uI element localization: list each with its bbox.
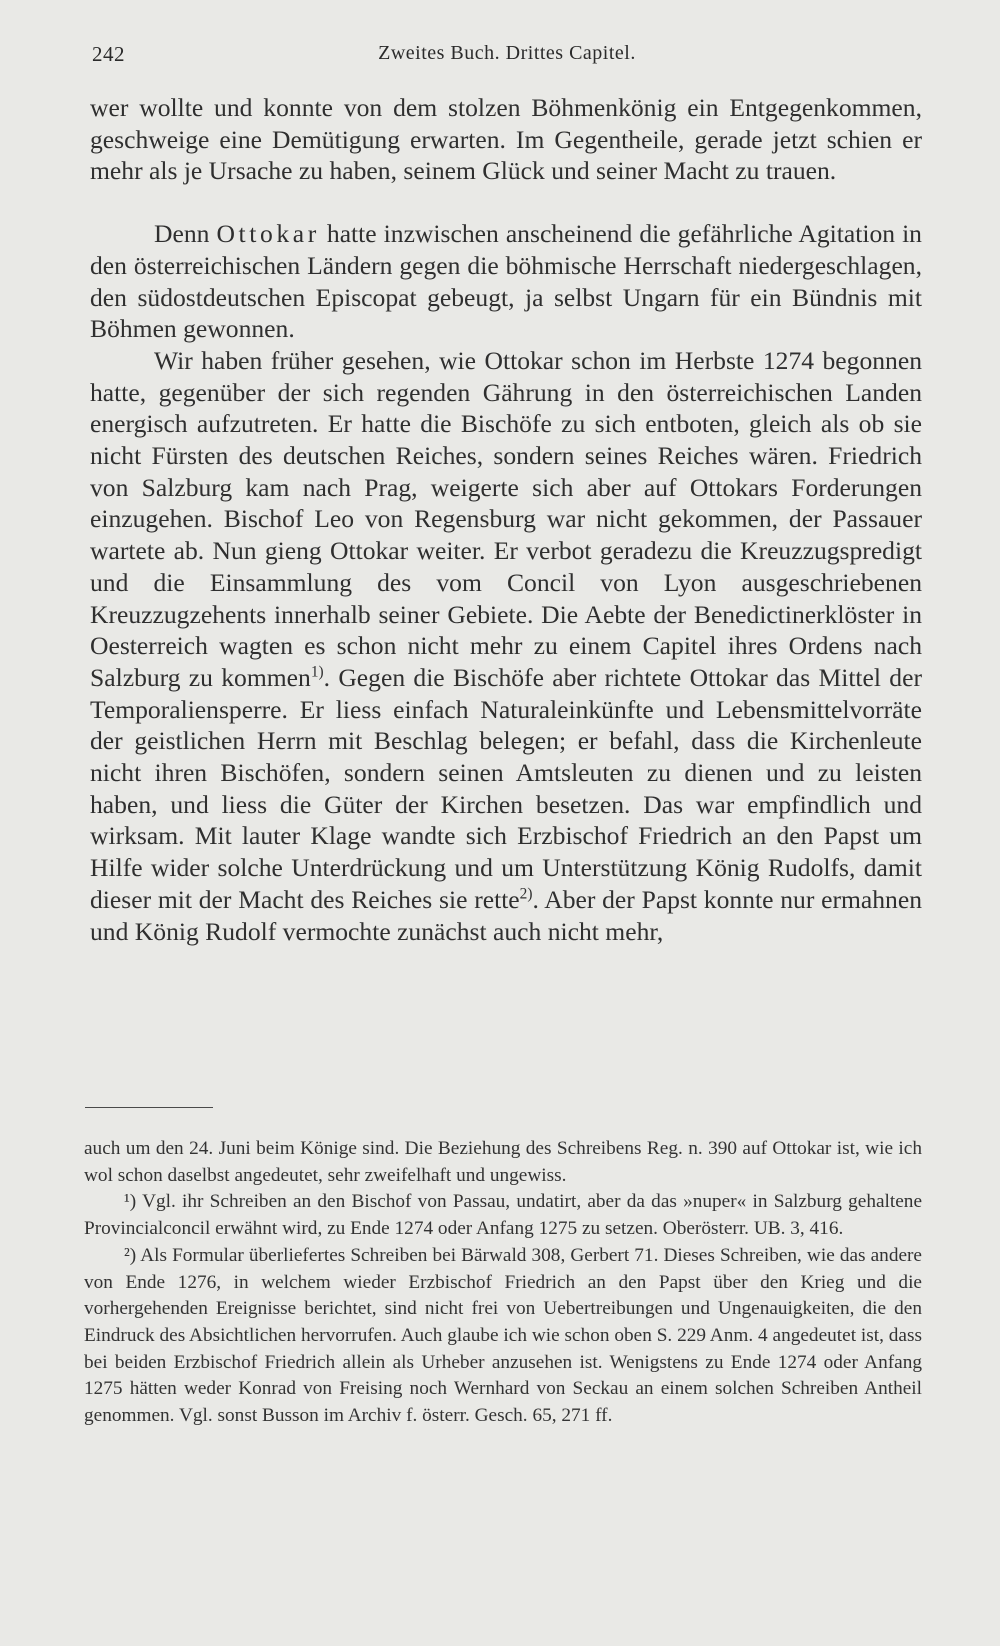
page-header — [92, 42, 922, 72]
footnote-ref-1: 1) — [310, 663, 324, 681]
footnote-ref-2: 2) — [519, 885, 533, 903]
paragraph-part-a: Wir haben früher gesehen, wie Ottokar schon im Herbste 1274 begonnen hatte, gegenüber der sich regenden Gährung in den österreichischen Landen energisch aufzutreten. Er hatte die Bischöfe zu sich entboten, gleich als ob sie nicht Fürsten des deutschen Reiches, sondern seines Reiches wären. Friedrich von Salzburg kam nach Prag, weigerte sich aber auf Ottokars Forderungen einzugehen. Bischof Leo von Regensburg war nicht gekommen, der Passauer wartete ab. Nun gieng Ottokar weiter. Er verbot geradezu die Kreuzzugspredigt und die Einsammlung des vom Concil von Lyon ausgeschriebenen Kreuzzugzehents innerhalb seiner Gebiete. Die Aebte der Benedictinerklöster in Oesterreich wagten es schon nicht mehr zu einem Capitel ihres Ordens nach Salzburg zu kommen — [90, 345, 922, 692]
running-head: Zweites Buch. Drittes Capitel. — [378, 42, 636, 64]
paragraph-rest: hatte inzwischen anscheinend die gefährliche Agitation in den österreichischen Ländern gegen die böhmische Herrschaft niedergeschlagen, den südostdeutschen Episcopat gebeugt, ja selbst Ungarn für ein Bündnis mit Böhmen gewonnen. — [90, 219, 922, 344]
footnote-1: ¹) Vgl. ihr Schreiben an den Bischof von Passau, undatirt, aber da das »nuper« in Salzburg gehaltene Provincialconcil erwähnt wird, zu Ende 1274 oder Anfang 1275 zu setzen. Oberösterr. UB. 3, 416. — [84, 1191, 922, 1240]
paragraph-ottokar — [90, 218, 922, 345]
paragraph-part-c: . Aber der Papst konnte nur ermahnen und König Rudolf vermochte zunächst auch nicht mehr, — [90, 884, 923, 946]
footnote-2: ²) Als Formular überliefertes Schreiben bei Bärwald 308, Gerbert 71. Dieses Schreiben, wie das andere von Ende 1276, in welchem wieder Erzbischof Friedrich an den Papst über den Krieg und die vorhergehenden Ereignisse berichtet, sind nicht frei von Uebertreibungen und Ungenauigkeiten, die den Eindruck des Absichtlichen hervorrufen. Auch glaube ich wie schon oben S. 229 Anm. 4 angedeutet ist, dass bei beiden Erzbischof Friedrich allein als Urheber anzusehen ist. Wenigstens zu Ende 1274 oder Anfang 1275 hätten weder Konrad von Freising noch Wernhard von Seckau an einem solchen Schreiben Antheil genommen. Vgl. sonst Busson im Archiv f. österr. Gesch. 65, 271 ff. — [84, 1244, 922, 1427]
paragraph-lead: Denn — [154, 219, 217, 249]
footnote-divider — [85, 1107, 213, 1108]
paragraph-part-b: . Gegen die Bischöfe aber richtete Ottokar das Mittel der Temporaliensperre. Er liess einfach Naturaleinkünfte und Lebensmittelvorräte der geistlichen Herrn mit Beschlag belegen; er befahl, dass die Kirchenleute nicht ihren Bischöfen, sondern seinen Amtsleuten zu dienen und zu leisten haben, und liess die Güter der Kirchen besetzen. Das war empfindlich und wirksam. Mit lauter Klage wandte sich Erzbischof Friedrich an den Papst um Hilfe wider solche Unterdrückung und um Unterstützung König Rudolfs, damit dieser mit der Macht des Reiches sie rette — [90, 662, 922, 914]
paragraph-continued: wer wollte und konnte von dem stolzen Böhmenkönig ein Entgegenkommen, geschweige eine Demütigung erwarten. Im Gegentheile, gerade jetzt schien er mehr als je Ursache zu haben, seinem Glück und seiner Macht zu trauen. — [90, 93, 922, 186]
page-number: 242 — [92, 42, 125, 66]
main-text — [90, 92, 922, 947]
footnotes — [84, 1136, 922, 1430]
paragraph-history — [90, 345, 922, 947]
emphasized-name: Ottokar — [216, 219, 320, 249]
footnote-continuation: auch um den 24. Juni beim Könige sind. Die Beziehung des Schreibens Reg. n. 390 auf Ottokar ist, wie ich wol schon daselbst angedeutet, sehr zweifelhaft und ungewiss. — [84, 1138, 922, 1186]
